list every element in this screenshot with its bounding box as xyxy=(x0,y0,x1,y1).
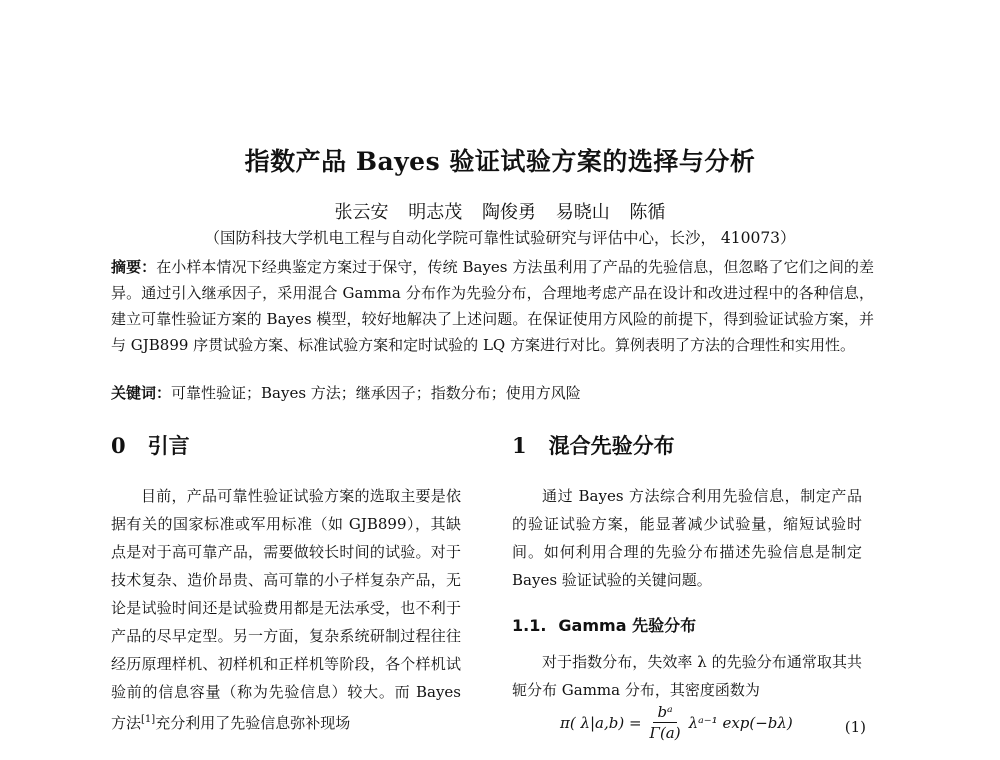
equation-fraction xyxy=(646,702,685,743)
citation-1[interactable]: [1] xyxy=(141,714,156,725)
keywords xyxy=(111,380,874,406)
subsection-1-1-heading xyxy=(512,613,696,636)
section-0-text-before: 目前，产品可靠性验证试验方案的选取主要是依据有关的国家标准或军用标准（如 GJB899），其缺点是对于高可靠产品，需要做较长时间的试验。对于技术复杂、造价昂贵、高可靠的小子样复杂产品，无论是试验时间还是试验费用都是无法承受，也不利于产品的尽早定型。另一方面，复杂系统研制过程往往经历原理样机、初样机和正样机等阶段，各个样机试验前的信息容量（称为先验信息）较大。而 Bayes 方法 xyxy=(111,487,461,732)
equation-number: (1) xyxy=(844,718,866,736)
section-0-title: 引言 xyxy=(147,434,190,458)
equation-numerator: bᵃ xyxy=(653,702,676,723)
keywords-text: 可靠性验证；Bayes 方法；继承因子；指数分布；使用方风险 xyxy=(171,384,581,402)
author-list: 张云安 明志茂 陶俊勇 易晓山 陈循 xyxy=(334,202,666,223)
affiliation: （国防科技大学机电工程与自动化学院可靠性试验研究与评估中心，长沙， 410073） xyxy=(204,229,796,247)
equation-body xyxy=(560,702,793,743)
abstract xyxy=(111,254,874,358)
section-1-number: 1 xyxy=(512,433,527,458)
keywords-label: 关键词： xyxy=(111,384,172,402)
abstract-text: 在小样本情况下经典鉴定方案过于保守，传统 Bayes 方法虽利用了产品的先验信息，但忽略了它们之间的差异。通过引入继承因子，采用混合 Gamma 分布作为先验分布，合理地考虑产品在设计和改进过程中的各种信息，建立可靠性验证方案的 Bayes 模型，较好地解决了上述问题。在保证使用方风险的前提下，得到验证试验方案，并与 GJB899 序贯试验方案、标准试验方案和定时试验的 LQ 方案进行对比。算例表明了方法的合理性和实用性。 xyxy=(111,258,874,354)
equation-1 xyxy=(512,702,872,756)
paper-title: 指数产品 Bayes 验证试验方案的选择与分析 xyxy=(244,147,756,176)
section-0-heading xyxy=(111,430,190,460)
equation-rhs: λᵃ⁻¹ exp(−bλ) xyxy=(688,713,793,732)
section-0-text-after: 充分利用了先验信息弥补现场 xyxy=(155,714,351,732)
section-1-title: 混合先验分布 xyxy=(548,434,675,458)
subsection-1-1-title: Gamma 先验分布 xyxy=(558,616,697,635)
section-0-paragraph xyxy=(111,482,461,737)
section-1-heading xyxy=(512,430,675,460)
equation-lhs: π( λ|a,b) = xyxy=(560,713,642,732)
section-1-paragraph: 通过 Bayes 方法综合利用先验信息，制定产品的验证试验方案，能显著减少试验量，缩短试验时间。如何利用合理的先验分布描述先验信息是制定 Bayes 验证试验的关键问题。 xyxy=(512,487,862,589)
equation-denominator: Γ(a) xyxy=(649,724,681,742)
subsection-1-1-paragraph: 对于指数分布，失效率 λ 的先验分布通常取其共轭分布 Gamma 分布，其密度函数为 xyxy=(512,653,862,699)
abstract-label: 摘要： xyxy=(111,258,157,276)
subsection-1-1-number: 1.1. xyxy=(512,616,547,635)
section-0-number: 0 xyxy=(111,433,126,458)
